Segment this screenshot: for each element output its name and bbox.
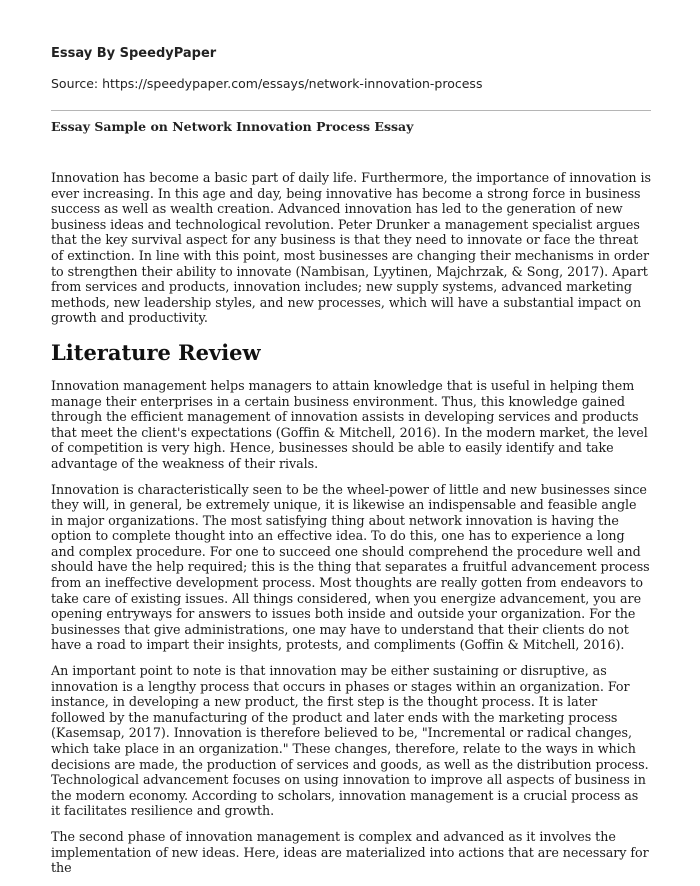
source-line: Source: https://speedypaper.com/essays/network-innovation-process <box>51 76 483 91</box>
intro-paragraph: Innovation has become a basic part of daily life. Furthermore, the importance of innovation is ever increasing. In this age and day, being innovative has become a strong force in business success as well as wealth creation. Advanced innovation has led to the generation of new business ideas and technological revolution. Peter Drunker a management specialist argues that the key survival aspect for any business is that they need to innovate or face the threat of extinction. In line with this point, most businesses are changing their mechanisms in order to strengthen their ability to innovate (Nambisan, Lyytinen, Majchrzak, & Song, 2017). Apart from services and products, innovation includes; new supply systems, advanced marketing methods, new leadership styles, and new processes, which will have a substantial impact on growth and productivity. <box>51 170 651 326</box>
document-header <box>51 46 651 91</box>
body-paragraph: An important point to note is that innovation may be either sustaining or disruptive, as innovation is a lengthy process that occurs in phases or stages within an organization. For instance, in developing a new product, the first step is the thought process. It is later followed by the manufacturing of the product and later ends with the marketing process (Kasemsap, 2017). Innovation is therefore believed to be, "Incremental or radical changes, which take place in an organization." These changes, therefore, relate to the ways in which decisions are made, the production of services and goods, as well as the distribution process. Technological advancement focuses on using innovation to improve all aspects of business in the modern economy. According to scholars, innovation management is a crucial process as it facilitates resilience and growth. <box>51 663 649 819</box>
essay-body <box>51 170 651 886</box>
essay-title: Essay Sample on Network Innovation Process Essay <box>51 119 414 134</box>
body-paragraph: Innovation is characteristically seen to be the wheel-power of little and new businesses since they will, in general, be extremely unique, it is likewise an indispensable and feasible angle in major organizations. The most satisfying thing about network innovation is having the option to complete thought into an effective idea. To do this, one has to experience a long and complex procedure. For one to succeed one should comprehend the procedure well and should have the help required; this is the thing that separates a fruitful advancement process from an ineffective development process. Most thoughts are really gotten from endeavors to take care of existing issues. All things considered, when you energize advancement, you are opening entryways for answers to issues both inside and outside your organization. For the businesses that give administrations, one may have to understand that their clients do not have a road to impart their insights, protests, and compliments (Goffin & Mitchell, 2016). <box>51 481 650 653</box>
section-heading: Literature Review <box>51 339 261 365</box>
brand-title: Essay By SpeedyPaper <box>51 46 217 61</box>
body-paragraph: Innovation management helps managers to attain knowledge that is useful in helping them manage their enterprises in a certain business environment. Thus, this knowledge gained through the efficient management of innovation assists in developing services and products that meet the client's expectations (Goffin & Mitchell, 2016). In the modern market, the level of competition is very high. Hence, businesses should be able to easily identify and take advantage of the weakness of their rivals. <box>51 377 648 471</box>
body-paragraph: The second phase of innovation management is complex and advanced as it involves the implementation of new ideas. Here, ideas are materialized into actions that are necessary for the <box>51 828 649 876</box>
header-divider <box>51 110 651 111</box>
